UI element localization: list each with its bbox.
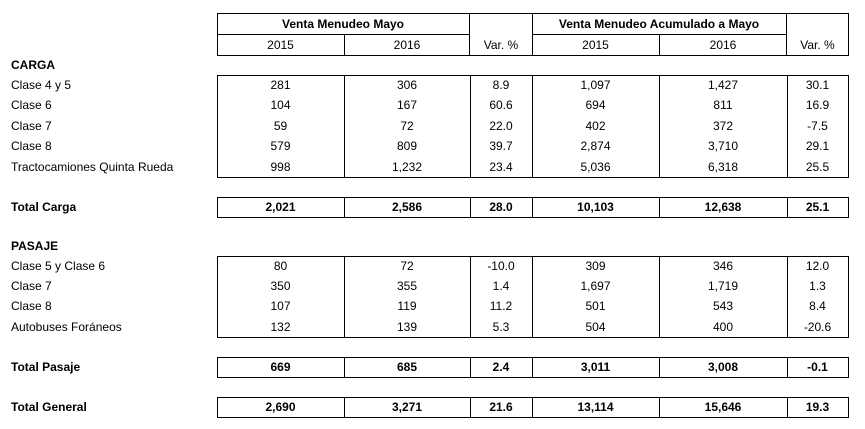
cell-value: 3,710 xyxy=(707,139,739,154)
cell-value: 350 xyxy=(270,279,291,294)
cell-value: -7.5 xyxy=(807,118,828,133)
cell-value: 811 xyxy=(713,98,733,113)
cell-value: 132 xyxy=(270,319,291,334)
cell-value: 104 xyxy=(270,98,291,113)
row-label: Clase 7 xyxy=(11,118,52,133)
row-label: Clase 5 y Clase 6 xyxy=(11,259,106,273)
cell-value: 1,427 xyxy=(707,78,739,92)
table-rule xyxy=(217,377,849,378)
header-venta-mayo: Venta Menudeo Mayo xyxy=(281,17,405,31)
total-value: 669 xyxy=(270,360,291,374)
total-value: 21.6 xyxy=(489,400,513,414)
cell-value: 8.4 xyxy=(809,299,826,314)
cell-value: 372 xyxy=(712,118,734,133)
total-value: 3,011 xyxy=(580,360,611,374)
cell-value: 29.1 xyxy=(805,139,830,154)
cell-value: 2,874 xyxy=(580,139,611,154)
cell-value: 60.6 xyxy=(489,98,513,113)
row-label: Clase 4 y 5 xyxy=(11,78,72,92)
cell-value: 400 xyxy=(712,319,734,334)
cell-value: 1,097 xyxy=(580,78,611,92)
table-rule xyxy=(217,177,849,178)
cell-value: 11.2 xyxy=(489,299,513,314)
cell-value: 12.0 xyxy=(805,259,830,273)
header-sub-1: 2016 xyxy=(393,38,421,52)
cell-value: 579 xyxy=(270,139,291,154)
cell-value: 355 xyxy=(396,279,418,294)
cell-value: 501 xyxy=(585,299,606,314)
cell-value: 8.9 xyxy=(492,78,510,92)
cell-value: 5.3 xyxy=(492,319,510,334)
cell-value: 1,232 xyxy=(391,159,423,174)
cell-value: 998 xyxy=(270,159,291,174)
total-value: 3,008 xyxy=(707,360,739,374)
table-divider xyxy=(848,75,849,178)
table-rule xyxy=(217,337,849,338)
table-rule xyxy=(217,13,849,14)
cell-value: 72 xyxy=(400,259,414,273)
section-title-carga: CARGA xyxy=(11,58,55,72)
total-value: 10,103 xyxy=(577,200,614,214)
table-rule xyxy=(217,217,849,218)
cell-value: 139 xyxy=(396,319,418,334)
row-label: Clase 6 xyxy=(11,98,52,113)
table-rule xyxy=(217,357,849,358)
cell-value: 30.1 xyxy=(805,78,830,92)
table-rule xyxy=(217,256,849,257)
total-value: 13,114 xyxy=(577,400,614,414)
total-value: 685 xyxy=(396,360,418,374)
cell-value: 72 xyxy=(400,118,414,133)
cell-value: 80 xyxy=(273,259,288,273)
total-label: Total Carga xyxy=(11,200,77,214)
cell-value: 107 xyxy=(270,299,291,314)
row-label: Clase 8 xyxy=(11,139,52,154)
header-sub-4: 2016 xyxy=(709,38,737,52)
cell-value: 694 xyxy=(585,98,606,113)
cell-value: 1,697 xyxy=(580,279,611,294)
table-divider xyxy=(848,13,849,56)
table-divider xyxy=(848,397,849,418)
header-sub-0: 2015 xyxy=(267,38,294,52)
total-label: Total Pasaje xyxy=(11,360,81,374)
table-divider xyxy=(848,197,849,218)
cell-value: -10.0 xyxy=(487,259,515,273)
cell-value: 346 xyxy=(712,259,734,273)
total-value: -0.1 xyxy=(807,360,828,374)
total-value: 28.0 xyxy=(489,200,513,214)
total-value: 2.4 xyxy=(492,360,510,374)
cell-value: 809 xyxy=(396,139,418,154)
cell-value: 25.5 xyxy=(805,159,830,174)
cell-value: 22.0 xyxy=(489,118,513,133)
cell-value: 119 xyxy=(397,299,417,314)
table-rule xyxy=(217,397,849,398)
table-divider xyxy=(848,256,849,338)
table-divider xyxy=(848,357,849,378)
cell-value: 281 xyxy=(270,78,291,92)
cell-value: 402 xyxy=(585,118,606,133)
section-title-pasaje: PASAJE xyxy=(11,239,59,253)
cell-value: 16.9 xyxy=(805,98,830,113)
cell-value: 504 xyxy=(585,319,606,334)
row-label: Tractocamiones Quinta Rueda xyxy=(11,159,174,174)
total-value: 2,021 xyxy=(265,200,296,214)
total-value: 25.1 xyxy=(805,200,830,214)
cell-value: 309 xyxy=(585,259,606,273)
cell-value: 23.4 xyxy=(489,159,513,174)
cell-value: 167 xyxy=(396,98,418,113)
table-rule xyxy=(217,197,849,198)
cell-value: 543 xyxy=(712,299,734,314)
cell-value: 5,036 xyxy=(580,159,611,174)
total-value: 3,271 xyxy=(391,400,423,414)
total-value: 19.3 xyxy=(805,400,830,414)
cell-value: 1.3 xyxy=(809,279,826,294)
cell-value: 59 xyxy=(273,118,288,133)
cell-value: 39.7 xyxy=(489,139,513,154)
header-sub-3: 2015 xyxy=(582,38,609,52)
cell-value: 306 xyxy=(396,78,418,92)
row-label: Clase 7 xyxy=(11,279,52,294)
header-sub-5: Var. % xyxy=(800,38,835,52)
cell-value: 1.4 xyxy=(492,279,510,294)
table-rule xyxy=(217,75,849,76)
row-label: Clase 8 xyxy=(11,299,52,314)
row-label: Autobuses Foráneos xyxy=(11,319,122,334)
table-rule xyxy=(217,55,849,56)
header-acumulado-mayo: Venta Menudeo Acumulado a Mayo xyxy=(558,17,760,31)
header-sub-2: Var. % xyxy=(483,38,519,52)
cell-value: 1,719 xyxy=(707,279,739,294)
total-value: 2,690 xyxy=(265,400,296,414)
total-value: 12,638 xyxy=(704,200,742,214)
total-value: 15,646 xyxy=(704,400,742,414)
total-label: Total General xyxy=(11,400,87,414)
table-rule xyxy=(217,417,849,418)
cell-value: -20.6 xyxy=(803,319,832,334)
total-value: 2,586 xyxy=(391,200,423,214)
cell-value: 6,318 xyxy=(707,159,739,174)
